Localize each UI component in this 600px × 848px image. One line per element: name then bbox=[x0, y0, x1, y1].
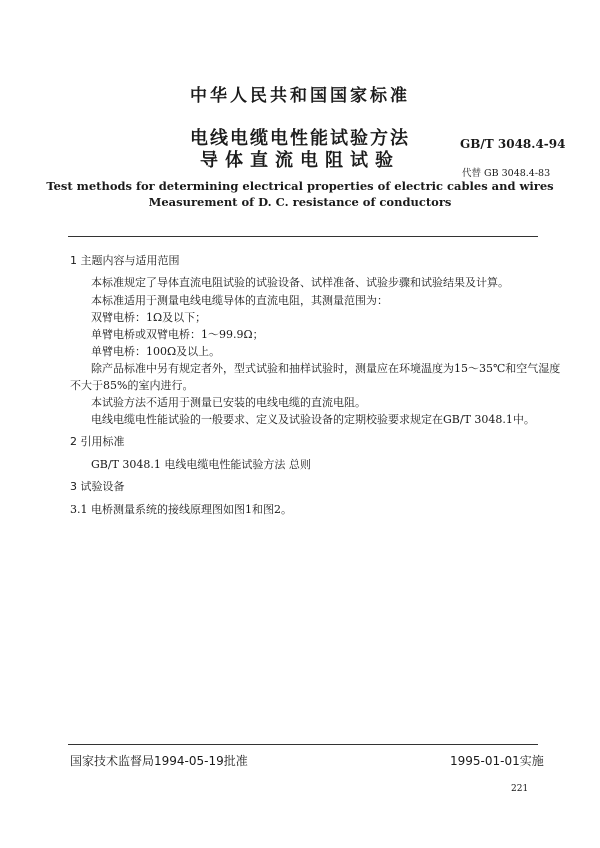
s1-paragraph-3a: 除产品标准中另有规定者外，型式试验和抽样试验时，测量应在环境温度为15～35℃和空气湿度 bbox=[91, 362, 561, 375]
replaces-note: 代替 GB 3048.4-83 bbox=[462, 168, 551, 179]
footer-divider bbox=[68, 744, 538, 745]
s2-reference: GB/T 3048.1 电线电缆电性能试验方法 总则 bbox=[91, 458, 311, 471]
implementation-date: 1995-01-01实施 bbox=[450, 754, 544, 768]
section-2-heading: 2 引用标准 bbox=[70, 435, 125, 448]
s1-paragraph-3b: 不大于85%的室内进行。 bbox=[70, 379, 194, 392]
s1-range-item-1: 双臂电桥：1Ω及以下； bbox=[91, 311, 207, 324]
s1-paragraph-1: 本标准规定了导体直流电阻试验的试验设备、试样准备、试验步骤和试验结果及计算。 bbox=[91, 276, 509, 289]
issuing-authority-header: 中华人民共和国国家标准 bbox=[190, 86, 410, 106]
section-1-heading: 1 主题内容与适用范围 bbox=[70, 254, 180, 267]
section-3-heading: 3 试验设备 bbox=[70, 480, 125, 493]
title-cn-line1: 电线电缆电性能试验方法 bbox=[190, 128, 410, 149]
s1-range-item-3: 单臂电桥：100Ω及以上。 bbox=[91, 345, 221, 358]
s1-paragraph-5: 电线电缆电性能试验的一般要求、定义及试验设备的定期校验要求规定在GB/T 3048.1中。 bbox=[91, 413, 535, 426]
s1-range-item-2: 单臂电桥或双臂电桥：1～99.9Ω； bbox=[91, 328, 264, 341]
title-en-line1: Test methods for determining electrical properties of electric cables and wires bbox=[46, 179, 554, 193]
standard-number: GB/T 3048.4-94 bbox=[460, 137, 566, 151]
page-number: 221 bbox=[511, 784, 529, 794]
s1-paragraph-2: 本标准适用于测量电线电缆导体的直流电阻，其测量范围为： bbox=[91, 294, 388, 307]
header-divider bbox=[68, 236, 538, 237]
title-cn-line2: 导体直流电阻试验 bbox=[200, 150, 400, 171]
approval-date: 国家技术监督局1994-05-19批准 bbox=[70, 754, 248, 768]
s3-1-text: 3.1 电桥测量系统的接线原理图如图1和图2。 bbox=[70, 503, 292, 516]
title-en-line2: Measurement of D. C. resistance of conductors bbox=[148, 195, 452, 209]
s1-paragraph-4: 本试验方法不适用于测量已安装的电线电缆的直流电阻。 bbox=[91, 396, 366, 409]
